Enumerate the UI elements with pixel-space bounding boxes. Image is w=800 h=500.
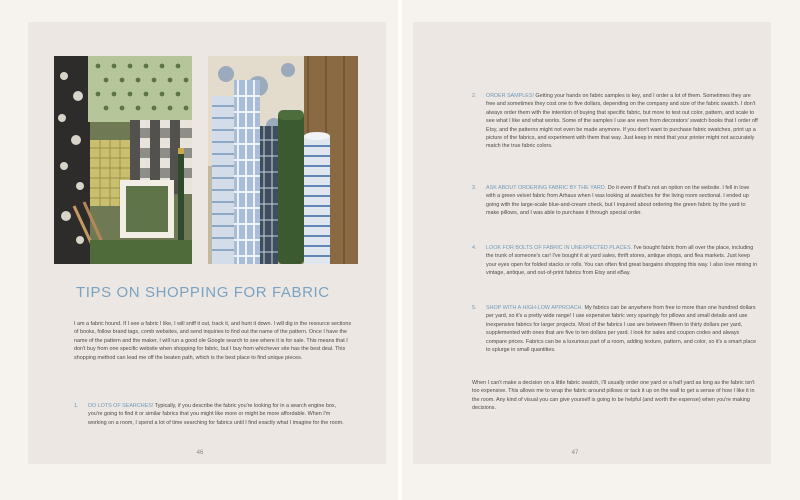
page-number: 46: [196, 450, 204, 456]
list-item-text: My fabrics can be anywhere from free to more than one hundred dollars per yard, so it's a pretty wide range! I use expensive fabric very sparingly for pillows and small details and use inexpensive fabrics for larger projects. Most of the fabrics I use are between fifteen to thirty dollars per yard, supplemented with ones that are five to ten dollars per yard. I look for sales and coupon codes and always compare prices. Fabrics can be a luxurious part of a room, adding texture, pattern, and color, so it's a smart place to splurge in small quantities.: [486, 305, 757, 354]
list-item-title: LOOK FOR BOLTS OF FABRIC IN UNEXPECTED PLACES.: [486, 245, 633, 251]
fabric-swatches-photo: [54, 56, 192, 264]
list-item-text: Do it even if that's not an option on the website. I fell in love with a green velvet fabric from Arhaus when I was looking at swatches for the living room sectional. I ended up going with the large-scale blue-and-cream check, but I inquired about ordering the green fabric by the yard to make pillows, and I was able to purchase it through special order.: [486, 185, 750, 217]
list-item-number: 5.: [472, 305, 477, 311]
list-item: [472, 304, 760, 354]
list-item-title: ORDER SAMPLES!: [486, 93, 534, 99]
fabric-rolls-photo: [208, 56, 358, 264]
list-item: [472, 92, 760, 151]
list-item: [472, 184, 760, 218]
list-item-number: 2.: [472, 93, 477, 99]
list-item-text: Getting your hands on fabric samples is key, and I order a lot of them. Sometimes they are free and sometimes they cost one to five dollars, depending on the company and size of the fabric swatch. I don't always order them with the intention of buying that specific fabric, but more to test out color, pattern, and scale to see what I like and what works. Some of the samples I use are even from decorators' swatch books that I order off Etsy, and the patterns might not even be made anymore. If you don't want to purchase fabric swatches, print up a picture of the fabrics, and experiment with them that way. Just keep in mind that your printer might not accurately match the true fabric colors.: [486, 93, 758, 150]
left-page: [28, 22, 386, 464]
list-item-title: SHOP WITH A HIGH-LOW APPROACH.: [486, 305, 583, 311]
list-item-number: 3.: [472, 185, 477, 191]
list-item-text: I've bought fabric from all over the place, including the trunk of someone's car! I've bought it at yard sales, thrift stores, antique shops, and flea markets. Just keep your eyes open for folded stacks or rolls. You can often find great bargains shopping this way. I also love mixing in vintage, antique, and out-of-print fabrics from Etsy and eBay.: [486, 245, 758, 277]
list-item-title: DO LOTS OF SEARCHES!: [88, 403, 154, 409]
list-item-title: ASK ABOUT ORDERING FABRIC BY THE YARD.: [486, 185, 607, 191]
list-item: [472, 244, 760, 278]
section-heading: TIPS ON SHOPPING FOR FABRIC: [76, 284, 330, 301]
intro-paragraph: I am a fabric hound. If I see a fabric I like, I will sniff it out, track it, and hunt it down. I will dig in the resource sections of books, follow brand tags, comb websites, and send inquiries to find out the name of the pattern. Once I have the name of the pattern and the maker, I will run a good ole Google search to see where it is for sale. This means that I don't buy from one specific website when shopping for fabric, but I buy from whichever site has the best deal. This shopping method can lead me off the beaten path, which is the best place to find unique pieces.: [74, 321, 352, 361]
list-item-text: Typically, if you describe the fabric you're looking for in a search engine box, you're going to find it or similar fabrics that you might like more or might be more affordable. When I'm working on a room, I spend a lot of time searching for fabrics until I find exactly what I imagine for the room.: [88, 403, 344, 426]
closing-paragraph: When I can't make a decision on a little fabric swatch, I'll usually order one yard or a half yard as long as the fabric isn't too expensive. This allows me to wrap the fabric around pillows or tack it up on the wall to get a sense of how I like it in the room. Any kind of visual you can give yourself is going to be helpful (and worth the expense) when you're making decisions.: [472, 380, 755, 412]
list-item-number: 1.: [74, 403, 79, 409]
page-number: 47: [571, 450, 579, 456]
spread-gutter: [398, 0, 402, 500]
list-item: [74, 402, 350, 427]
list-item-number: 4.: [472, 245, 477, 251]
